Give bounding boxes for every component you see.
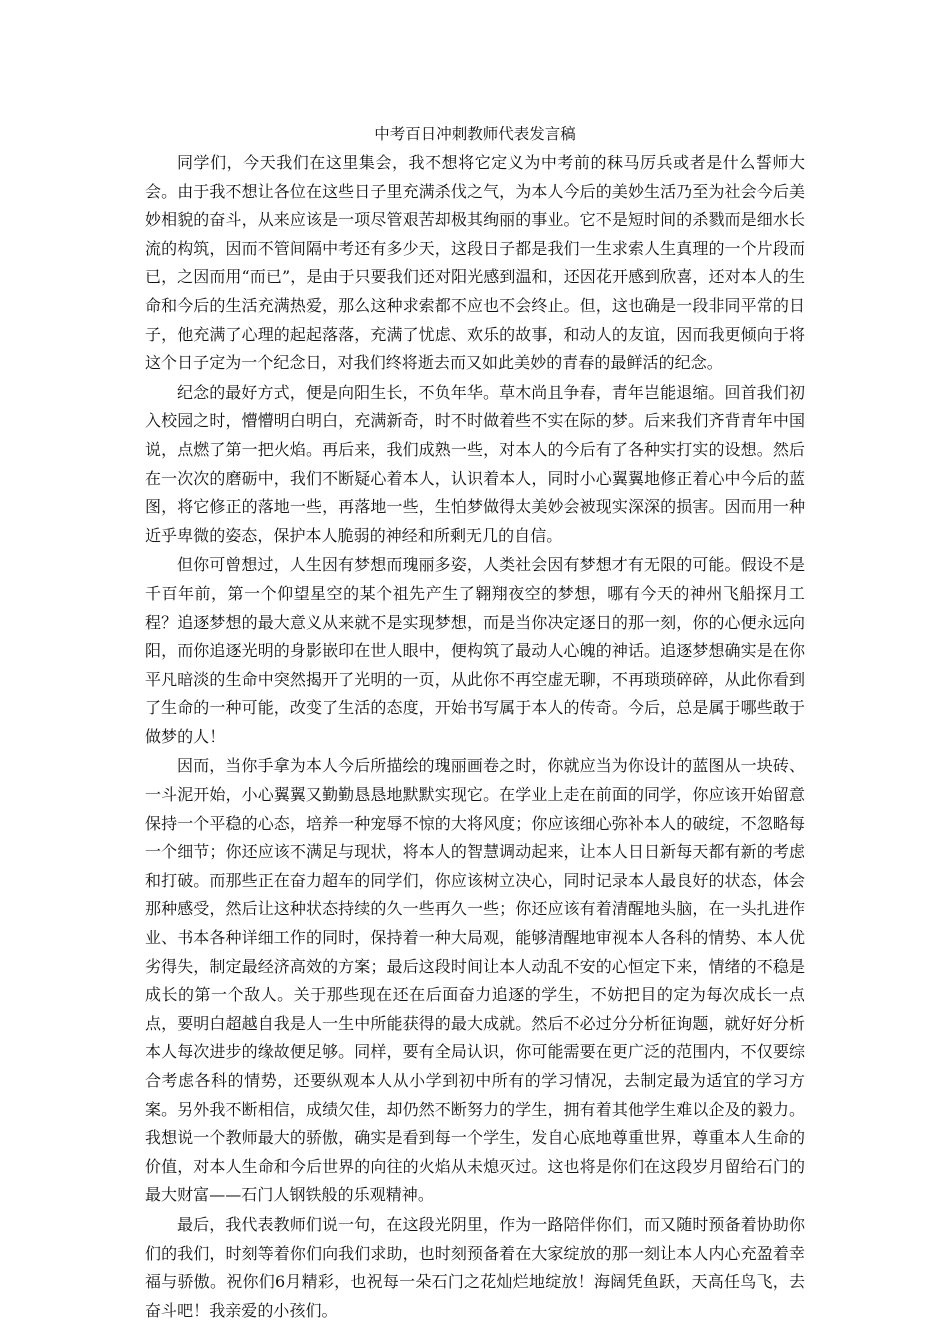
document-page xyxy=(145,120,805,1326)
paragraph-3: 但你可曾想过，人生因有梦想而瑰丽多姿，人类社会因有梦想才有无限的可能。假设不是千百年前，第一个仰望星空的某个祖先产生了翱翔夜空的梦想，哪有今天的神州飞船探月工程？追逐梦想的最大意义从来就不是实现梦想，而是当你决定逐日的那一刻，你的心便永远向阳，而你追逐光明的身影嵌印在世人眼中，便构筑了最动人心魄的神话。追逐梦想确实是在你平凡暗淡的生命中突然揭开了光明的一页，从此你不再空虚无聊，不再琐琐碎碎，从此你看到了生命的一种可能，改变了生活的态度，开始书写属于本人的传奇。今后，总是属于哪些敢于做梦的人！ xyxy=(145,555,805,746)
paragraph-1: 同学们，今天我们在这里集会，我不想将它定义为中考前的秣马厉兵或者是什么誓师大会。由于我不想让各位在这些日子里充满杀伐之气，为本人今后的美妙生活乃至为社会今后美妙相貌的奋斗，从来应该是一项尽管艰苦却极其绚丽的事业。它不是短时间的杀戮而是细水长流的构筑，因而不管间隔中考还有多少天，这段日子都是我们一生求索人生真理的一个片段而已，之因而用“而已”，是由于只要我们还对阳光感到温和，还因花开感到欣喜，还对本人的生命和今后的生活充满热爱，那么这种求索都不应也不会终止。但，这也确是一段非同平常的日子，他充满了心理的起起落落，充满了忧虑、欢乐的故事，和动人的友谊，因而我更倾向于将这个日子定为一个纪念日，对我们终将逝去而又如此美妙的青春的最鲜活的纪念。 xyxy=(145,153,805,373)
document-title: 中考百日冲刺教师代表发言稿 xyxy=(374,125,576,143)
paragraph-4: 因而，当你手拿为本人今后所描绘的瑰丽画卷之时，你就应当为你设计的蓝图从一块砖、一斗泥开始，小心翼翼又勤勤恳恳地默默实现它。在学业上走在前面的同学，你应该开始留意保持一个平稳的心态，培养一种宠辱不惊的大将风度；你应该细心弥补本人的破绽，不忽略每一个细节；你还应该不满足与现状，将本人的智慧调动起来，让本人日日新每天都有新的考虑和打破。而那些正在奋力超车的同学们，你应该树立决心，同时记录本人最良好的状态，体会那种感受，然后让这种状态持续的久一些再久一些；你还应该有着清醒地头脑，在一头扎进作业、书本各种详细工作的同时，保持着一种大局观，能够清醒地审视本人各科的情势、本人优劣得失，制定最经济高效的方案；最后这段时间让本人动乱不安的心恒定下来，情绪的不稳是成长的第一个敌人。关于那些现在还在后面奋力追逐的学生，不妨把目的定为每次成长一点点，要明白超越自我是人一生中所能获得的最大成就。然后不必过分分析征询题，就好好分析本人每次进步的缘故便足够。同样，要有全局认识，你可能需要在更广泛的范围内，不仅要综合考虑各科的情势，还要纵观本人从小学到初中所有的学习情况，去制定最为适宜的学习方案。另外我不断相信，成绩欠佳，却仍然不断努力的学生，拥有着其他学生难以企及的毅力。我想说一个教师最大的骄傲，确实是看到每一个学生，发自心底地尊重世界，尊重本人生命的价值，对本人生命和今后世界的向往的火焰从未熄灭过。这也将是你们在这段岁月留给石门的最大财富——石门人钢铁般的乐观精神。 xyxy=(145,756,805,1205)
paragraph-2: 纪念的最好方式，便是向阳生长，不负年华。草木尚且争春，青年岂能退缩。回首我们初入校园之时，懵懵明白明白，充满新奇，时不时做着些不实在际的梦。后来我们齐背青年中国说，点燃了第一把火焰。再后来，我们成熟一些，对本人的今后有了各种实打实的设想。然后在一次次的磨砺中，我们不断疑心着本人，认识着本人，同时小心翼翼地修正着心中今后的蓝图，将它修正的落地一些，再落地一些，生怕梦做得太美妙会被现实深深的损害。因而用一种近乎卑微的姿态，保护本人脆弱的神经和所剩无几的自信。 xyxy=(145,382,805,545)
paragraph-5: 最后，我代表教师们说一句，在这段光阴里，作为一路陪伴你们，而又随时预备着协助你们的我们，时刻等着你们向我们求助，也时刻预备着在大家绽放的那一刻让本人内心充盈着幸福与骄傲。祝你们6月精彩，也祝每一朵石门之花灿烂地绽放！海阔凭鱼跃，天高任鸟飞，去奋斗吧！我亲爱的小孩们。 xyxy=(145,1214,805,1320)
